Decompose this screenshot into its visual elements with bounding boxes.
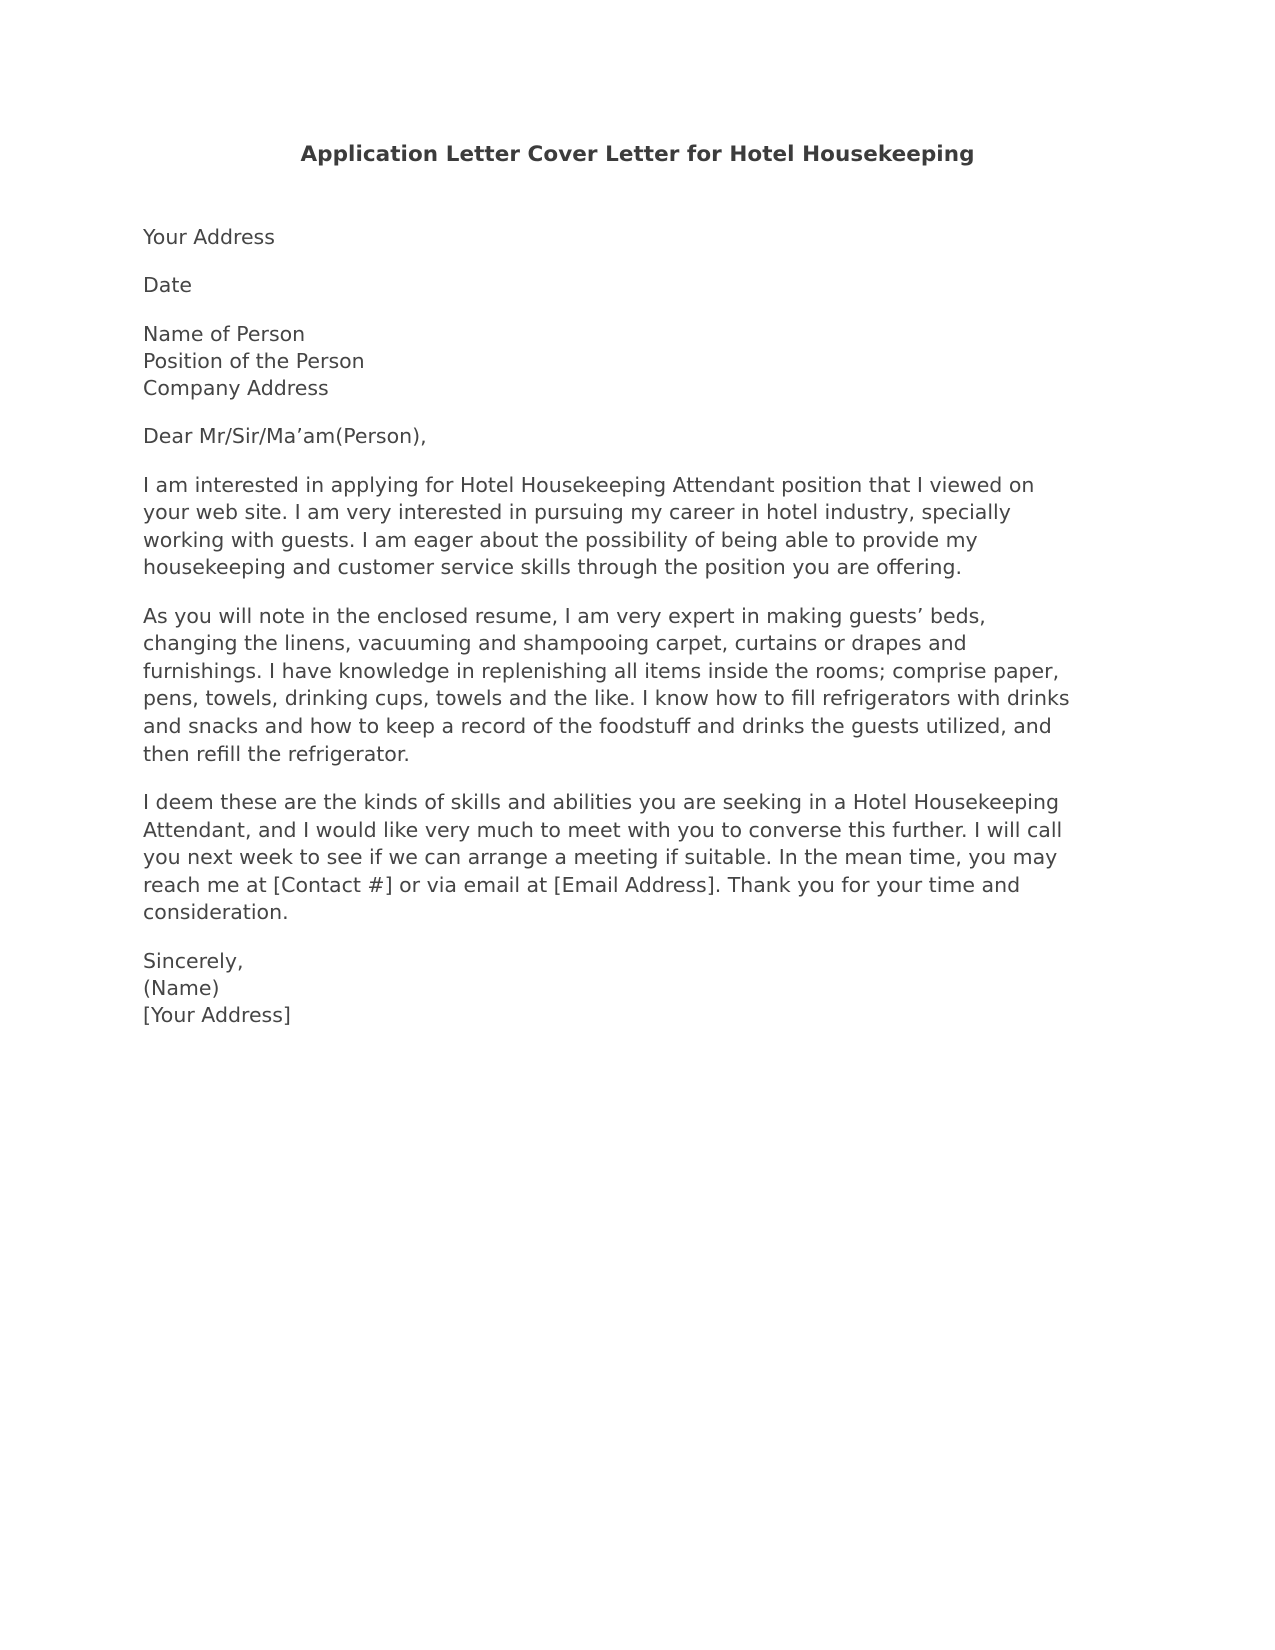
body-paragraph-2: As you will note in the enclosed resume, I am very expert in making guests’ beds, changing the linens, vacuuming and shampooing carpet, curtains or drapes and furnishings. I have knowledge in replenishing all items inside the rooms; comprise paper, pens, towels, drinking cups, towels and the like. I know how to fill refrigerators with drinks and snacks and how to keep a record of the foodstuff and drinks the guests utilized, and then refill the refrigerator.	[143, 603, 1070, 766]
valediction: Sincerely,	[143, 948, 244, 973]
sender-address-line: Your Address	[143, 225, 275, 249]
salutation: Dear Mr/Sir/Ma’am(Person),	[143, 424, 427, 449]
body-paragraph-1: I am interested in applying for Hotel Housekeeping Attendant position that I viewed on your web site. I am very interested in pursuing my career in hotel industry, specially working with guests. I am eager about the possibility of being able to provide my housekeeping and customer service skills through the position you are offering.	[143, 472, 1035, 580]
signature-name-placeholder: (Name)	[143, 976, 220, 1001]
page-title: Application Letter Cover Letter for Hotel Housekeeping	[300, 142, 975, 167]
recipient-address-block	[143, 321, 1073, 403]
recipient-name-line: Name of Person	[143, 321, 306, 346]
date-line: Date	[143, 273, 192, 298]
body-paragraph-3: I deem these are the kinds of skills and abilities you are seeking in a Hotel Housekeeping Attendant, and I would like very much to meet with you to converse this further. I will call you next week to see if we can arrange a meeting if suitable. In the mean time, you may reach me at [Contact #] or via email at [Email Address]. Thank you for your time and consideration.	[143, 790, 1063, 925]
letter-body	[143, 224, 1073, 1051]
signature-address-placeholder: [Your Address]	[143, 1003, 291, 1028]
recipient-company-line: Company Address	[143, 376, 329, 400]
recipient-position-line: Position of the Person	[143, 348, 365, 373]
closing-block	[143, 948, 1073, 1030]
